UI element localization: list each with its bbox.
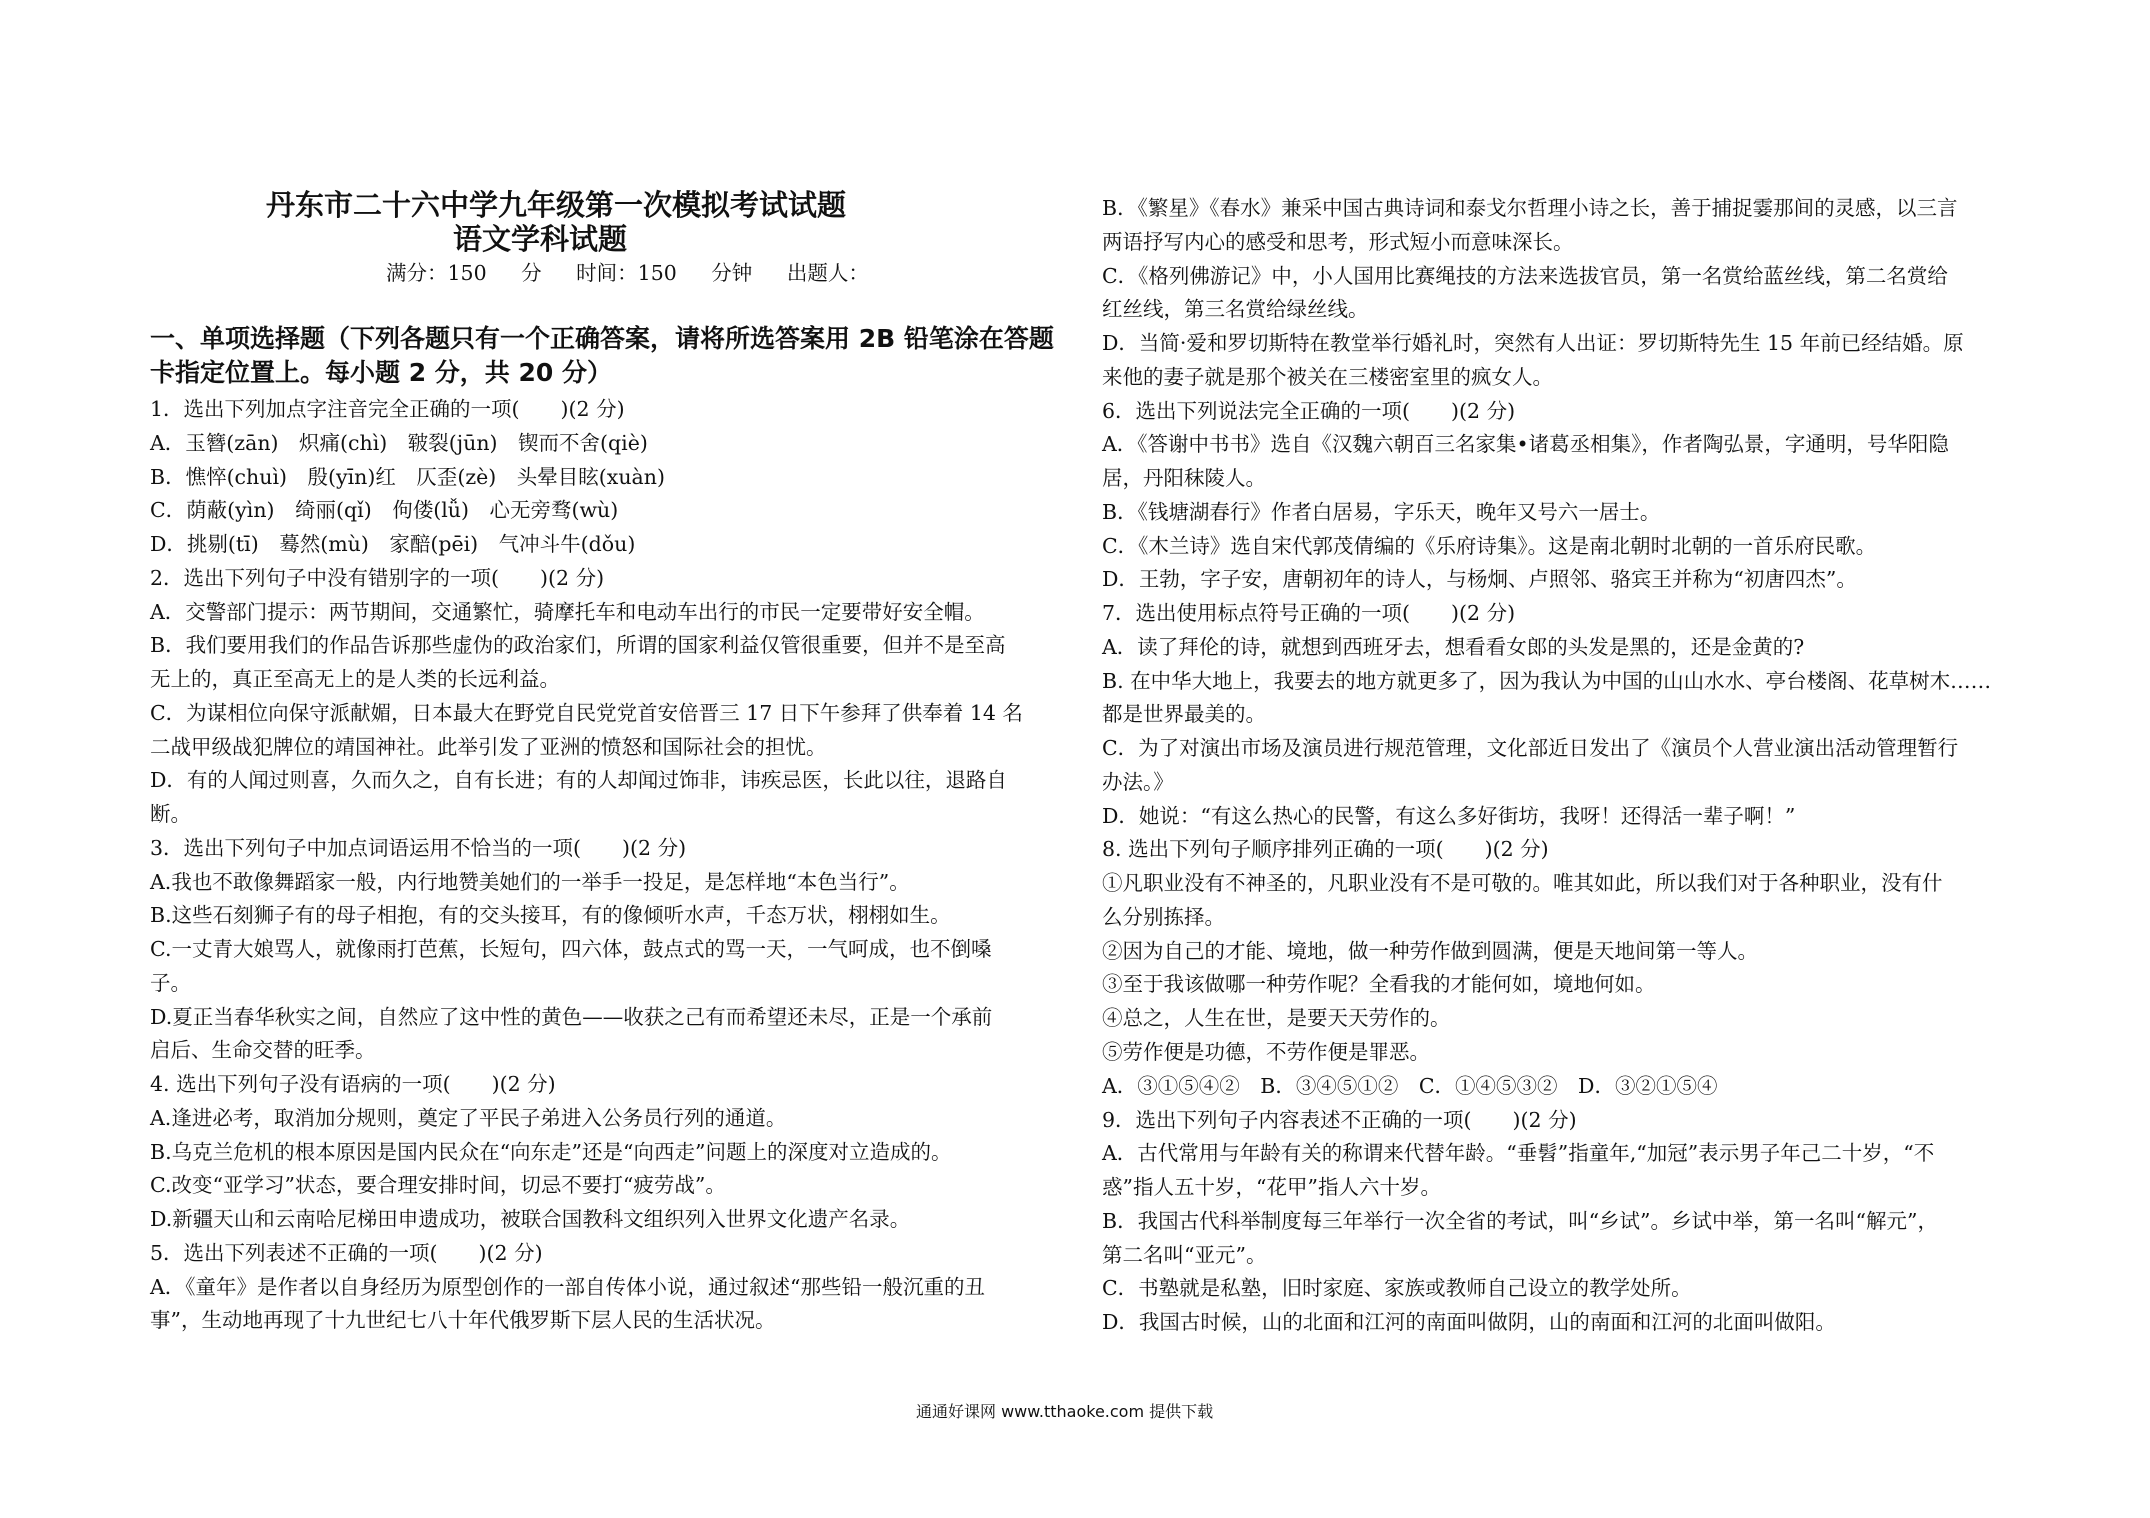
question-line: ③至于我该做哪一种劳作呢？全看我的才能何如，境地何如。: [1102, 972, 1656, 997]
question-line: 子。: [150, 970, 191, 995]
question-line: 3．选出下列句子中加点词语运用不恰当的一项( )(2 分): [150, 835, 687, 860]
question-line: A．交警部门提示：两节期间，交通繁忙，骑摩托车和电动车出行的市民一定要带好安全帽。: [150, 599, 985, 624]
question-line: 无上的，真正至高无上的是人类的长远利益。: [150, 667, 560, 691]
question-line: 启后、生命交替的旺季。: [150, 1038, 376, 1063]
question-line: 办法。》: [1102, 769, 1174, 794]
question-line: B.乌克兰危机的根本原因是国内民众在“向东走”还是“向西走”问题上的深度对立造成的。: [150, 1139, 952, 1164]
question-line: 么分别拣择。: [1102, 904, 1225, 929]
question-line: 4. 选出下列句子没有语病的一项( )(2 分): [150, 1072, 556, 1096]
question-line: B. 在中华大地上，我要去的地方就更多了，因为我认为中国的山山水水、亭台楼阁、花草树木……: [1102, 668, 1992, 693]
question-line: 都是世界最美的。: [1102, 702, 1266, 727]
section-heading-line1: 一、单项选择题（下列各题只有一个正确答案，请将所选答案用 2B 铅笔涂在答题: [150, 324, 1054, 353]
question-line: 二战甲级战犯牌位的靖国神社。此举引发了亚洲的愤怒和国际社会的担忧。: [150, 734, 827, 759]
question-line: B．《钱塘湖春行》作者白居易，字乐天，晚年又号六一居士。: [1102, 499, 1661, 524]
question-line: D.夏正当春华秋实之间，自然应了这中性的黄色——收获之己有而希望还未尽，正是一个承前: [150, 1004, 993, 1029]
question-line: C．为谋相位向保守派献媚，日本最大在野党自民党党首安倍晋三 17 日下午参拜了供奉着 14 名: [150, 700, 1023, 725]
question-line: 惑”指人五十岁，“花甲”指人六十岁。: [1102, 1175, 1441, 1200]
question-line: C.一丈青大娘骂人，就像雨打芭蕉，长短句，四六体，鼓点式的骂一天，一气呵成，也不倒嗓: [150, 937, 992, 961]
exam-meta: 满分：150 分 时间：150 分钟 出题人：: [386, 261, 869, 285]
question-line: 9．选出下列句子内容表述不正确的一项( )(2 分): [1102, 1107, 1577, 1132]
question-line: 7．选出使用标点符号正确的一项( )(2 分): [1102, 601, 1516, 626]
question-line: B．我国古代科举制度每三年举行一次全省的考试，叫“乡试”。乡试中举，第一名叫“解元”，: [1102, 1208, 1938, 1233]
question-line: ②因为自己的才能、境地，做一种劳作做到圆满，便是天地间第一等人。: [1102, 938, 1758, 963]
question-line: A.我也不敢像舞蹈家一般，内行地赞美她们的一举手一投足，是怎样地“本色当行”。: [150, 869, 910, 894]
question-line: D.新疆天山和云南哈尼梯田申遗成功，被联合国教科文组织列入世界文化遗产名录。: [150, 1207, 911, 1231]
question-line: D．挑剔(tī) 蓦然(mù) 家醅(pēi) 气冲斗牛(dǒu): [150, 532, 636, 556]
question-line: 居，丹阳秣陵人。: [1102, 466, 1266, 491]
question-line: A．玉簪(zān) 炽痛(chì) 皲裂(jūn) 锲而不舍(qiè): [150, 430, 648, 455]
question-line: 事”，生动地再现了十九世纪七八十年代俄罗斯下层人民的生活状况。: [150, 1308, 776, 1333]
exam-title: 丹东市二十六中学九年级第一次模拟考试试题: [266, 188, 847, 222]
question-line: D．王勃，字子安，唐朝初年的诗人，与杨炯、卢照邻、骆宾王并称为“初唐四杰”。: [1102, 567, 1857, 592]
question-line: 两语抒写内心的感受和思考，形式短小而意味深长。: [1102, 229, 1574, 254]
question-line: D．她说：“有这么热心的民警，有这么多好街坊，我呀！还得活一辈子啊！”: [1102, 803, 1796, 828]
question-line: C．为了对演出市场及演员进行规范管理，文化部近日发出了《演员个人营业演出活动管理暂行: [1102, 736, 1959, 761]
question-line: ④总之，人生在世，是要天天劳作的。: [1102, 1006, 1451, 1031]
question-line: 红丝线，第三名赏给绿丝线。: [1102, 297, 1369, 322]
question-line: A．《答谢中书书》选自《汉魏六朝百三名家集•诸葛丞相集》，作者陶弘景，字通明，号华阳隐: [1102, 432, 1949, 457]
question-line: A.逢进必考，取消加分规则，奠定了平民子弟进入公务员行列的通道。: [150, 1105, 787, 1130]
question-line: A．读了拜伦的诗，就想到西班牙去，想看看女郎的头发是黑的，还是金黄的?: [1102, 634, 1805, 659]
question-line: 5．选出下列表述不正确的一项( )(2 分): [150, 1240, 543, 1265]
question-line: A．《童年》是作者以自身经历为原型创作的一部自传体小说，通过叙述“那些铅一般沉重的丑: [150, 1274, 986, 1299]
question-line: B.这些石刻狮子有的母子相抱，有的交头接耳，有的像倾听水声，千态万状，栩栩如生。: [150, 903, 951, 928]
question-line: A．③①⑤④② B．③④⑤①② C．①④⑤③② D．③②①⑤④: [1102, 1073, 1718, 1098]
question-line: C．书塾就是私塾，旧时家庭、家族或教师自己设立的教学处所。: [1102, 1276, 1692, 1301]
question-line: 第二名叫“亚元”。: [1102, 1242, 1267, 1267]
question-line: B．憔悴(chuì) 殷(yīn)红 仄歪(zè) 头晕目眩(xuàn): [150, 464, 665, 489]
question-line: A．古代常用与年龄有关的称谓来代替年龄。“垂髫”指童年,“加冠”表示男子年己二十岁，“不: [1102, 1141, 1935, 1166]
question-line: B．《繁星》《春水》兼采中国古典诗词和泰戈尔哲理小诗之长，善于捕捉霎那间的灵感，以三言: [1102, 196, 1958, 220]
question-line: C.改变“亚学习”状态，要合理安排时间，切忌不要打“疲劳战”。: [150, 1173, 726, 1198]
question-line: 断。: [150, 802, 191, 826]
question-line: C．《木兰诗》选自宋代郭茂倩编的《乐府诗集》。这是南北朝时北朝的一首乐府民歌。: [1102, 533, 1877, 558]
question-line: 8. 选出下列句子顺序排列正确的一项( )(2 分): [1102, 837, 1549, 862]
question-line: 6．选出下列说法完全正确的一项( )(2 分): [1102, 398, 1516, 423]
question-line: D．我国古时候，山的北面和江河的南面叫做阴，山的南面和江河的北面叫做阳。: [1102, 1310, 1836, 1335]
page-footer: 通通好课网 www.tthaoke.com 提供下载: [916, 1402, 1214, 1421]
question-line: 来他的妻子就是那个被关在三楼密室里的疯女人。: [1102, 364, 1553, 389]
question-line: ⑤劳作便是功德，不劳作便是罪恶。: [1102, 1040, 1430, 1064]
question-line: C．《格列佛游记》中，小人国用比赛绳技的方法来选拔官员，第一名赏给蓝丝线，第二名赏给: [1102, 263, 1948, 288]
section-heading-line2: 卡指定位置上。每小题 2 分，共 20 分）: [150, 358, 613, 387]
question-line: D．当简·爱和罗切斯特在教堂举行婚礼时，突然有人出证：罗切斯特先生 15 年前已经结婚。原: [1102, 331, 1964, 356]
question-line: 2．选出下列句子中没有错别字的一项( )(2 分): [150, 565, 605, 590]
question-line: ①凡职业没有不神圣的，凡职业没有不是可敬的。唯其如此，所以我们对于各种职业，没有什: [1102, 871, 1943, 896]
question-line: C．荫蔽(yìn) 绮丽(qǐ) 佝偻(lǚ) 心无旁骛(wù): [150, 498, 619, 523]
question-line: D．有的人闻过则喜，久而久之，自有长进；有的人却闻过饰非，讳疾忌医，长此以往，退路自: [150, 768, 1007, 793]
exam-subtitle: 语文学科试题: [453, 222, 628, 256]
question-line: 1．选出下列加点字注音完全正确的一项( )(2 分): [150, 397, 625, 421]
question-line: B．我们要用我们的作品告诉那些虚伪的政治家们，所谓的国家利益仅管很重要，但并不是至高: [150, 633, 1006, 658]
